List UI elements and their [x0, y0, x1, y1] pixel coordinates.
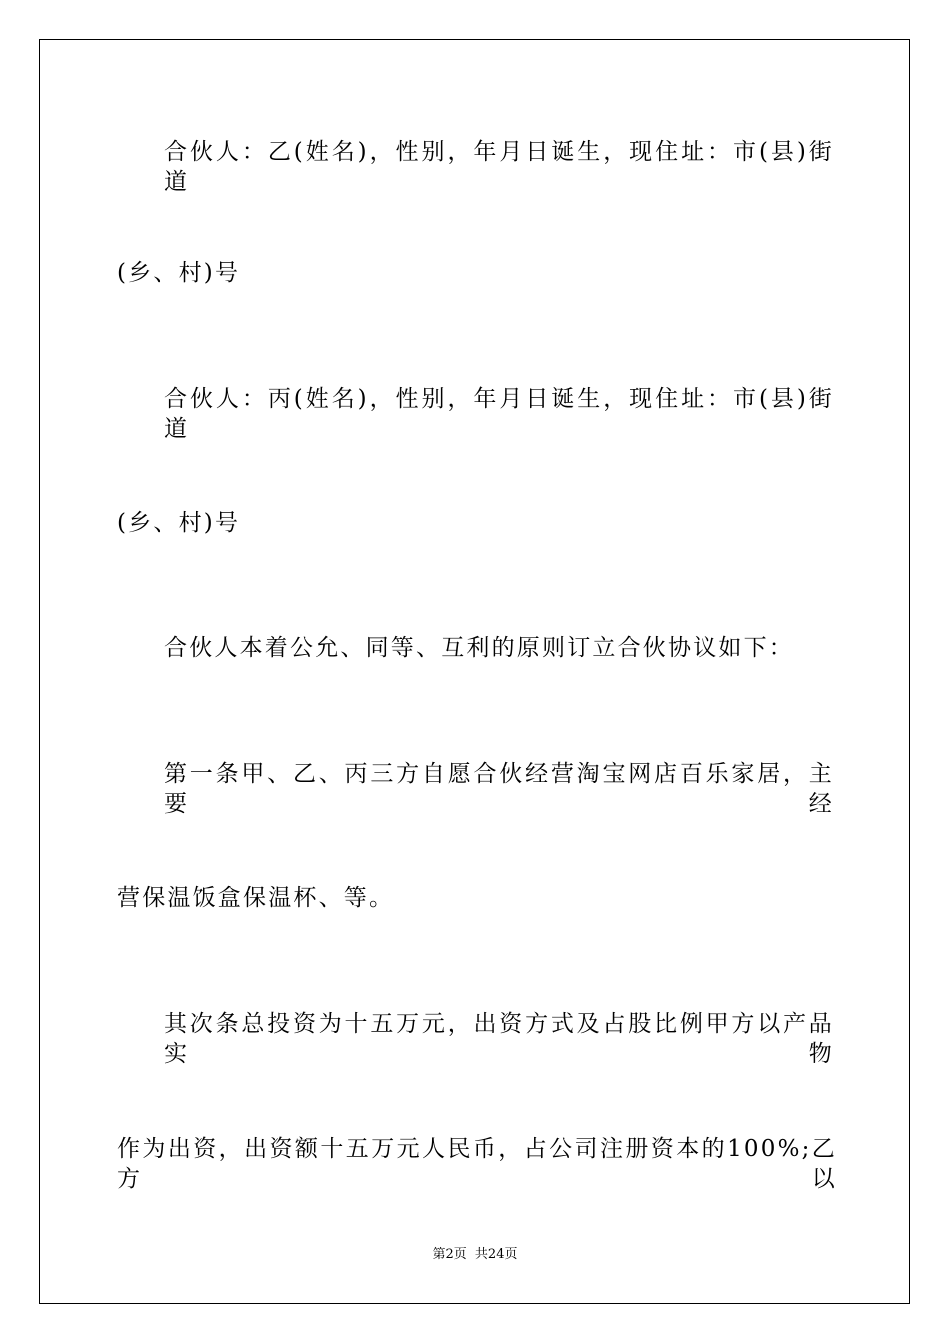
partner-b-line-2: (乡、村)号 [117, 260, 241, 286]
page-number-footer: 第2页 共24页 [432, 1247, 518, 1262]
article-2-line-1: 其次条总投资为十五万元，出资方式及占股比例甲方以产品实物 [164, 1011, 834, 1067]
article-2-line-2: 作为出资，出资额十五万元人民币，占公司注册资本的100%;乙方以 [117, 1136, 837, 1192]
agreement-intro: 合伙人本着公允、同等、互利的原则订立合伙协议如下： [164, 635, 794, 661]
article-1-line-1: 第一条甲、乙、丙三方自愿合伙经营淘宝网店百乐家居，主要经 [164, 761, 834, 817]
article-1-line-2: 营保温饭盒保温杯、等。 [117, 885, 395, 911]
partner-b-line-1: 合伙人：乙(姓名)，性别，年月日诞生，现住址：市(县)街道 [164, 139, 834, 195]
partner-c-line-1: 合伙人：丙(姓名)，性别，年月日诞生，现住址：市(县)街道 [164, 386, 834, 442]
page-border [39, 39, 910, 1304]
partner-c-line-2: (乡、村)号 [117, 510, 241, 536]
